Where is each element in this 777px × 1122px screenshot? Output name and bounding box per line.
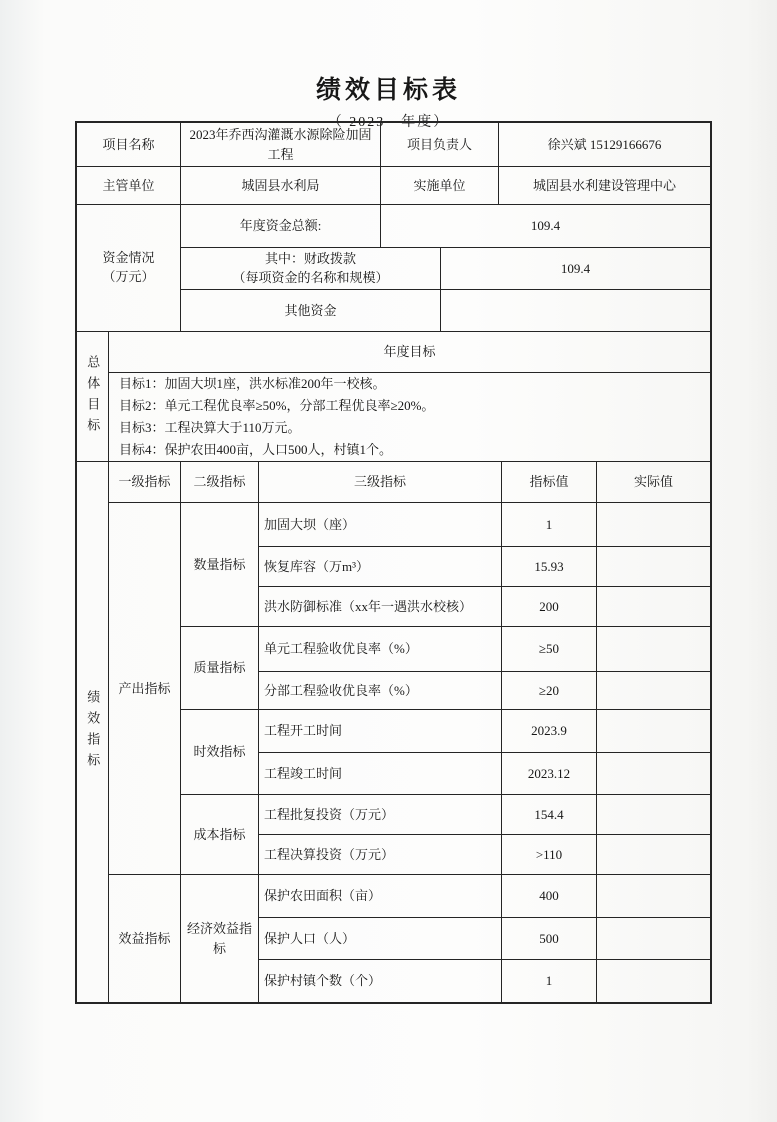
- output-indicators-label: 产出指标: [109, 503, 181, 875]
- indicator-row: [259, 627, 710, 672]
- target-value-header: 指标值: [502, 462, 597, 503]
- performance-target-table: [75, 121, 712, 1004]
- indicator-name: 工程决算投资（万元）: [259, 835, 502, 875]
- quantity-rows: [259, 503, 710, 627]
- quality-rows: [259, 627, 710, 710]
- indicator-target: 2023.9: [502, 710, 597, 753]
- indicator-actual: [597, 627, 710, 672]
- timeliness-rows: [259, 710, 710, 795]
- indicator-target: 154.4: [502, 795, 597, 835]
- funding-total-row: [181, 205, 710, 248]
- indicator-actual: [597, 503, 710, 547]
- indicator-name: 工程开工时间: [259, 710, 502, 753]
- indicator-target: 1: [502, 960, 597, 1002]
- cost-indicators-label: 成本指标: [181, 795, 259, 875]
- economic-benefit-label: 经济效益指标: [181, 875, 259, 1002]
- indicator-name: 恢复库容（万m³）: [259, 547, 502, 587]
- quantity-subgroup: [181, 503, 710, 627]
- overall-goals-side-label: 总体目标: [77, 332, 109, 462]
- goal-items: [109, 373, 710, 462]
- quality-subgroup: [181, 627, 710, 710]
- indicator-actual: [597, 918, 710, 960]
- indicator-name: 分部工程验收优良率（%）: [259, 672, 502, 710]
- fiscal-allocation-row: [181, 248, 710, 290]
- project-leader-label: 项目负责人: [381, 123, 499, 167]
- output-indicators-subgroups: [181, 503, 710, 875]
- funding-section-label: [77, 205, 181, 332]
- benefit-indicators-group: [109, 875, 710, 1002]
- indicator-name: 洪水防御标准（xx年一遇洪水校核）: [259, 587, 502, 627]
- funding-section: [77, 205, 710, 332]
- overall-goals-section: [77, 332, 710, 462]
- indicators-side-label: 绩效指标: [77, 462, 109, 1002]
- output-indicators-group: [109, 503, 710, 875]
- goal-item-1: 目标1：加固大坝1座，洪水标准200年一校核。: [119, 376, 386, 392]
- fiscal-allocation-value: 109.4: [441, 248, 710, 290]
- project-name-label: 项目名称: [77, 123, 181, 167]
- indicator-target: ≥20: [502, 672, 597, 710]
- level3-header: 三级指标: [259, 462, 502, 503]
- benefit-indicators-label: 效益指标: [109, 875, 181, 1002]
- other-funds-value: [441, 290, 710, 332]
- timeliness-indicators-label: 时效指标: [181, 710, 259, 795]
- performance-indicators-section: [77, 462, 710, 1002]
- project-info-row: [77, 123, 710, 167]
- indicator-actual: [597, 795, 710, 835]
- project-leader-value: 徐兴斌 15129166676: [499, 123, 710, 167]
- indicator-actual: [597, 672, 710, 710]
- goal-item-3: 目标3：工程决算大于110万元。: [119, 420, 301, 435]
- annual-funding-value: 109.4: [381, 205, 710, 248]
- indicator-name: 加固大坝（座）: [259, 503, 502, 547]
- quantity-indicators-label: 数量指标: [181, 503, 259, 627]
- other-funds-row: [181, 290, 710, 332]
- indicator-row: [259, 918, 710, 960]
- quality-indicators-label: 质量指标: [181, 627, 259, 710]
- indicator-row: [259, 503, 710, 547]
- indicator-target: 500: [502, 918, 597, 960]
- cost-rows: [259, 795, 710, 875]
- indicator-actual: [597, 587, 710, 627]
- fiscal-allocation-label-line2: （每项资金的名称和规模）: [232, 269, 389, 285]
- indicator-name: 工程批复投资（万元）: [259, 795, 502, 835]
- overall-goals-content: [109, 332, 710, 462]
- fiscal-allocation-label: [181, 248, 441, 290]
- indicator-target: 200: [502, 587, 597, 627]
- indicator-target: 400: [502, 875, 597, 918]
- indicator-row: [259, 835, 710, 875]
- indicator-actual: [597, 960, 710, 1002]
- indicator-row: [259, 710, 710, 753]
- indicator-row: [259, 547, 710, 587]
- supervising-unit-label: 主管单位: [77, 167, 181, 205]
- department-row: [77, 167, 710, 205]
- funding-label-line1: 资金情况: [102, 250, 155, 266]
- fiscal-allocation-label-line1: 其中：财政拨款: [264, 250, 356, 266]
- indicator-row: [259, 587, 710, 627]
- other-funds-label: 其他资金: [181, 290, 441, 332]
- indicator-target: ≥50: [502, 627, 597, 672]
- indicator-target: 15.93: [502, 547, 597, 587]
- implementing-unit-label: 实施单位: [381, 167, 499, 205]
- indicator-name: 工程竣工时间: [259, 753, 502, 795]
- annual-funding-label: 年度资金总额:: [181, 205, 381, 248]
- indicator-target: >110: [502, 835, 597, 875]
- indicators-content: [109, 462, 710, 1002]
- indicator-row: [259, 753, 710, 795]
- indicator-actual: [597, 710, 710, 753]
- cost-subgroup: [181, 795, 710, 875]
- indicator-actual: [597, 835, 710, 875]
- indicator-row: [259, 672, 710, 710]
- indicator-name: 保护村镇个数（个）: [259, 960, 502, 1002]
- indicator-target: 1: [502, 503, 597, 547]
- indicator-actual: [597, 875, 710, 918]
- indicator-name: 保护人口（人）: [259, 918, 502, 960]
- project-name-value: 2023年乔西沟灌溉水源除险加固工程: [181, 123, 381, 167]
- indicator-row: [259, 795, 710, 835]
- level1-header: 一级指标: [109, 462, 181, 503]
- indicators-header-row: [109, 462, 710, 503]
- funding-rows: [181, 205, 710, 332]
- funding-label-line2: （万元）: [102, 269, 155, 284]
- indicator-target: 2023.12: [502, 753, 597, 795]
- goal-item-2: 目标2：单元工程优良率≥50%，分部工程优良率≥20%。: [119, 398, 435, 414]
- annual-goal-header: 年度目标: [109, 332, 710, 373]
- timeliness-subgroup: [181, 710, 710, 795]
- level2-header: 二级指标: [181, 462, 259, 503]
- goal-item-4: 目标4：保护农田400亩，人口500人，村镇1个。: [119, 441, 393, 457]
- indicator-actual: [597, 547, 710, 587]
- benefit-rows: [259, 875, 710, 1002]
- implementing-unit-value: 城固县水利建设管理中心: [499, 167, 710, 205]
- indicator-row: [259, 875, 710, 918]
- indicator-name: 单元工程验收优良率（%）: [259, 627, 502, 672]
- document-title: 绩效目标表: [315, 77, 461, 104]
- indicator-actual: [597, 753, 710, 795]
- actual-value-header: 实际值: [597, 462, 710, 503]
- document-year-subtitle: （ 2023 年度）: [327, 115, 450, 130]
- supervising-unit-value: 城固县水利局: [181, 167, 381, 205]
- indicator-name: 保护农田面积（亩）: [259, 875, 502, 918]
- indicator-row: [259, 960, 710, 1002]
